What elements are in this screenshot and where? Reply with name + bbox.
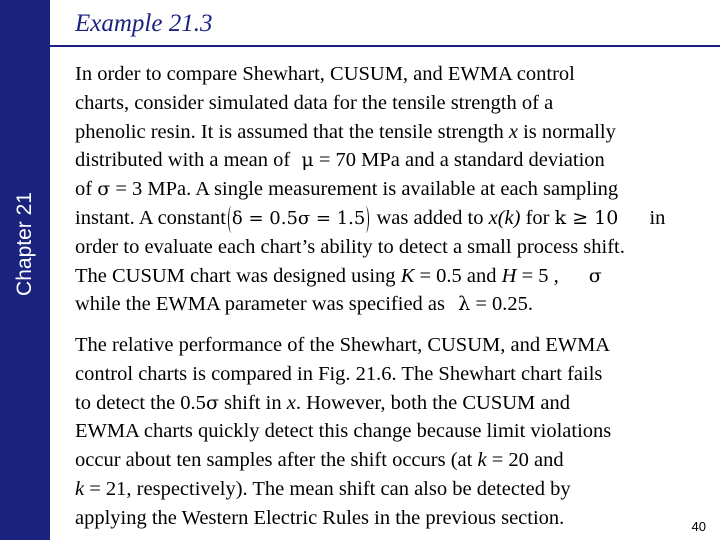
paragraph-1 (75, 60, 720, 319)
para1-line-8: The CUSUM chart was designed using K = 0.5 and H = 5 , σ (75, 264, 602, 287)
k-condition: k ≥ 10 (554, 206, 619, 229)
para1-line-4: distributed with a mean of μ = 70 MPa and a standard deviation (75, 149, 605, 172)
para2-line-3: to detect the 0.5σ shift in x. However, both the CUSUM and (75, 391, 570, 414)
para2-line-7: applying the Western Electric Rules in the previous section. (75, 506, 565, 529)
para1-line-5: of σ = 3 MPa. A single measurement is available at each sampling (75, 178, 619, 201)
sigma-symbol: σ (97, 178, 111, 201)
para2-line-2: control charts is compared in Fig. 21.6. The Shewhart chart fails (75, 362, 603, 385)
var-x: x (508, 120, 518, 143)
sigma-symbol-3: σ (205, 391, 219, 414)
sigma-symbol-2: σ (588, 264, 602, 287)
para2-line-4: EWMA charts quickly detect this change because limit violations (75, 420, 612, 443)
para2-line-6: k = 21, respectively). The mean shift can also be detected by (75, 477, 571, 500)
mu-symbol: μ (301, 149, 314, 172)
para1-line-6: instant. A constant δ = 0.5σ = 1.5 was added to x(k) for k ≥ 10 in (75, 204, 720, 233)
example-title: Example 21.3 (75, 10, 213, 37)
para1-line-9: while the EWMA parameter was specified as λ = 0.25. (75, 293, 533, 316)
lambda-symbol: λ (458, 293, 471, 316)
chapter-sidebar (0, 0, 50, 540)
para2-line-5: occur about ten samples after the shift occurs (at k = 20 and (75, 449, 564, 472)
para1-line-2: charts, consider simulated data for the tensile strength of a (75, 91, 554, 114)
shift-formula: δ = 0.5σ = 1.5 (228, 205, 369, 234)
para1-line-7: order to evaluate each chart’s ability to detect a small process shift. (75, 235, 625, 258)
chapter-label: Chapter 21 (13, 192, 36, 296)
paragraph-2 (75, 331, 720, 533)
para1-line-3: phenolic resin. It is assumed that the tensile strength x is normally (75, 120, 616, 143)
para2-line-1: The relative performance of the Shewhart, CUSUM, and EWMA (75, 334, 611, 356)
para1-line-1: In order to compare Shewhart, CUSUM, and EWMA control (75, 63, 575, 85)
title-divider (50, 45, 720, 47)
page-number: 40 (691, 519, 706, 534)
